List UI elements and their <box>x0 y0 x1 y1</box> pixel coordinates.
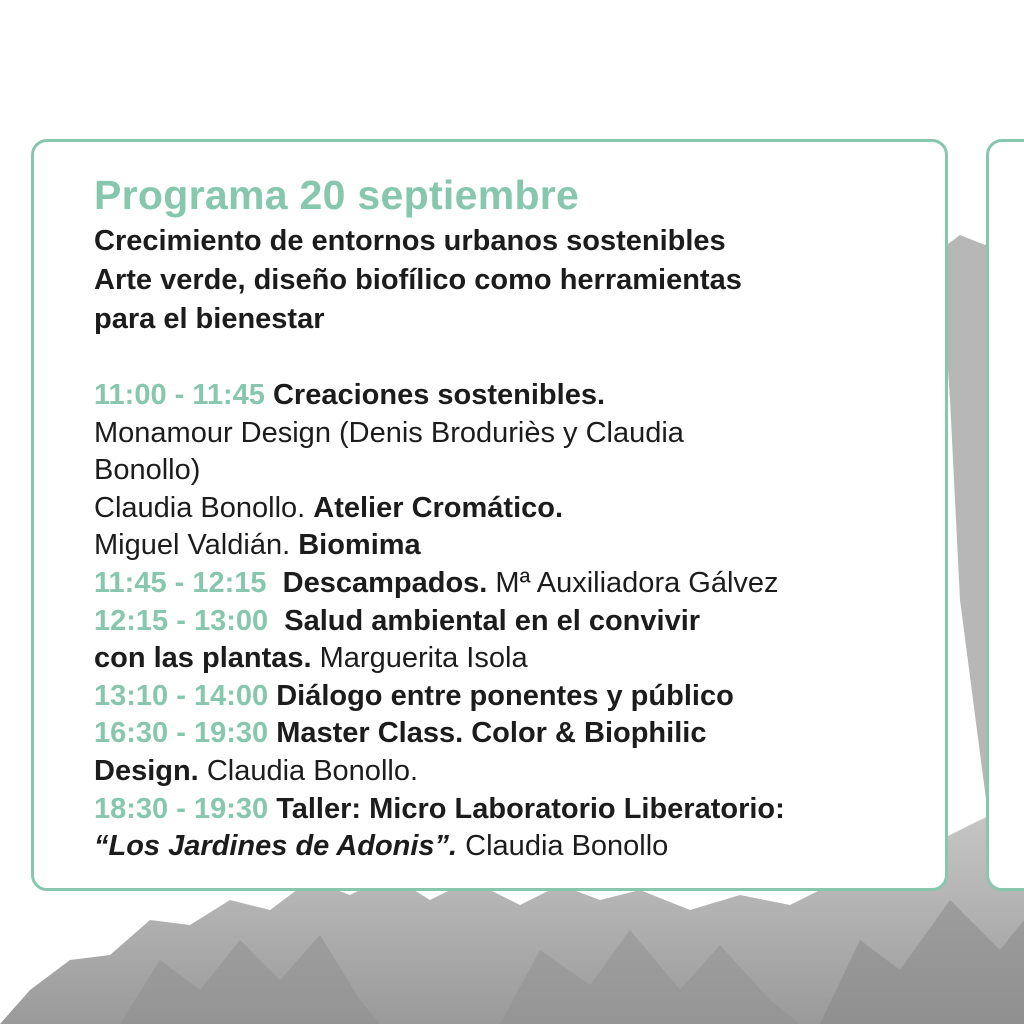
subtitle-line: Arte verde, diseño biofílico como herramientas <box>94 264 742 296</box>
session-title: Creaciones sostenibles. <box>272 379 606 411</box>
program-content <box>94 168 924 866</box>
schedule-line <box>94 377 924 415</box>
schedule-line <box>94 490 924 528</box>
session-title: Atelier Cromático. <box>313 491 564 524</box>
subtitle-line: Crecimiento de entornos urbanos sostenibles <box>94 225 726 257</box>
schedule-line <box>94 715 924 753</box>
session-time: 11:00 - 11:45 <box>94 379 265 411</box>
session-title: Taller: Micro Laboratorio Liberatorio: <box>276 792 785 825</box>
session-speaker: Mª Auxiliadora Gálvez <box>495 566 779 599</box>
session-title-cont: con las plantas. <box>94 642 312 675</box>
session-title-cont: Design. <box>94 754 199 787</box>
schedule-list <box>94 377 924 866</box>
session-title: Diálogo entre ponentes y público <box>276 679 734 712</box>
session-speaker: Claudia Bonollo <box>465 830 669 863</box>
session-title-cont: “Los Jardines de Adonis”. <box>94 830 458 863</box>
session-time: 18:30 - 19:30 <box>94 792 269 825</box>
schedule-line <box>94 753 924 791</box>
session-title: Descampados. <box>282 566 488 599</box>
schedule-line <box>94 828 924 866</box>
session-speaker: Claudia Bonollo. <box>206 754 419 787</box>
schedule-line <box>94 527 924 565</box>
schedule-line <box>94 452 924 490</box>
session-people: Bonollo) <box>94 454 201 487</box>
schedule-line <box>94 415 924 453</box>
program-subtitle <box>94 222 924 339</box>
schedule-line <box>94 565 924 603</box>
schedule-line <box>94 678 924 716</box>
session-time: 13:10 - 14:00 <box>94 679 269 712</box>
session-time: 12:15 - 13:00 <box>94 604 269 637</box>
session-speaker: Claudia Bonollo. <box>94 491 306 524</box>
subtitle-line: para el bienestar <box>94 303 325 335</box>
session-people: Monamour Design (Denis Broduriès y Claudia <box>94 416 684 449</box>
session-time: 16:30 - 19:30 <box>94 717 269 750</box>
session-time: 11:45 - 12:15 <box>94 566 267 599</box>
session-speaker: Marguerita Isola <box>319 642 528 675</box>
next-card-edge <box>986 139 1024 891</box>
program-title: Programa 20 septiembre <box>94 172 580 218</box>
session-title: Salud ambiental en el convivir <box>284 604 701 637</box>
schedule-line <box>94 603 924 641</box>
session-title: Master Class. Color & Biophilic <box>276 717 707 750</box>
session-title: Biomima <box>298 529 421 562</box>
schedule-line <box>94 791 924 829</box>
schedule-line <box>94 640 924 678</box>
session-speaker: Miguel Valdián. <box>94 529 291 562</box>
